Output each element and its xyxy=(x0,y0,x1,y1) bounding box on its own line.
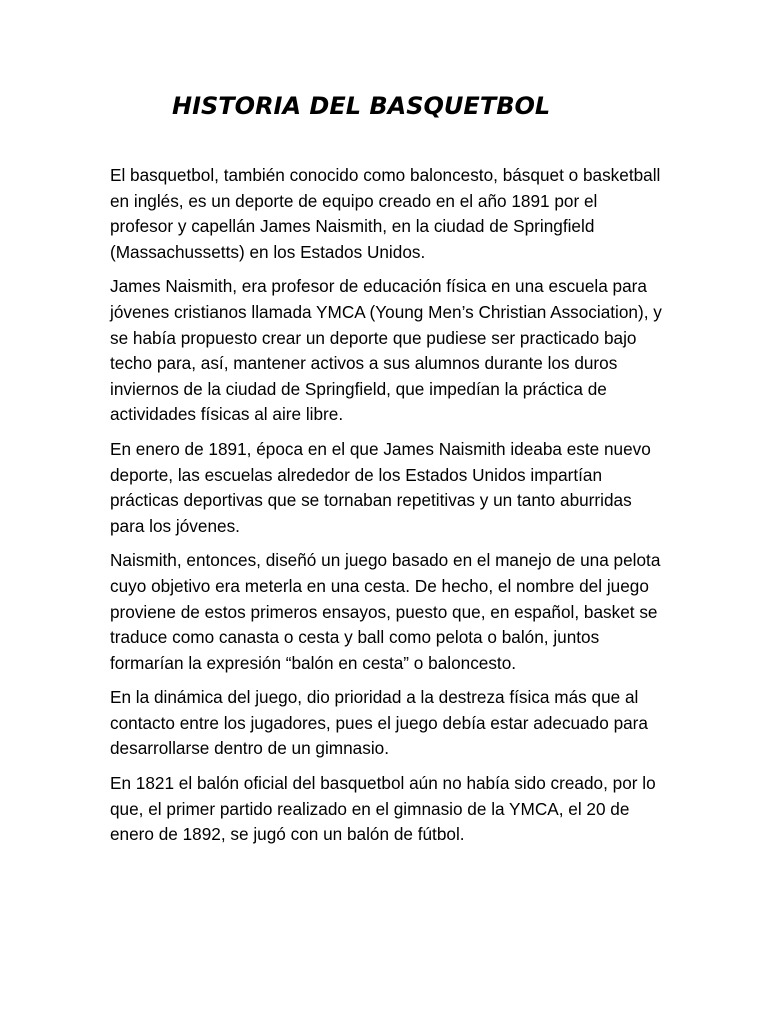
paragraph-6: En 1821 el balón oficial del basquetbol aún no había sido creado, por lo que, el primer partido realizado en el gimnasio de la YMCA, el 20 de enero de 1892, se jugó con un balón de fútbol. xyxy=(110,773,656,845)
paragraph-5: En la dinámica del juego, dio prioridad a la destreza física más que al contacto entre los jugadores, pues el juego debía estar adecuado para desarrollarse dentro de un gimnasio. xyxy=(110,687,648,759)
document-title: HISTORIA DEL BASQUETBOL xyxy=(172,92,551,120)
paragraph-2: James Naismith, era profesor de educación física en una escuela para jóvenes cristianos llamada YMCA (Young Men’s Christian Association), y se había propuesto crear un deporte que pudiese ser practicado bajo techo para, así, mantener activos a sus alumnos durante los duros inviernos de la ciudad de Springfield, que impedían la práctica de actividades físicas al aire libre. xyxy=(110,276,662,425)
paragraph-3: En enero de 1891, época en el que James Naismith ideaba este nuevo deporte, las escuelas alrededor de los Estados Unidos impartían prácticas deportivas que se tornaban repetitivas y un tanto aburridas para los jóvenes. xyxy=(110,438,651,536)
paragraph-4: Naismith, entonces, diseñó un juego basado en el manejo de una pelota cuyo objetivo era meterla en una cesta. De hecho, el nombre del juego proviene de estos primeros ensayos, puesto que, en español, basket se traduce como canasta o cesta y ball como pelota o balón, juntos formarían la expresión “balón en cesta” o baloncesto. xyxy=(110,550,661,673)
paragraph-1: El basquetbol, también conocido como baloncesto, básquet o basketball en inglés, es un deporte de equipo creado en el año 1891 por el profesor y capellán James Naismith, en la ciudad de Springfield (Massachussetts) en los Estados Unidos. xyxy=(110,165,661,262)
document-body xyxy=(110,163,662,857)
